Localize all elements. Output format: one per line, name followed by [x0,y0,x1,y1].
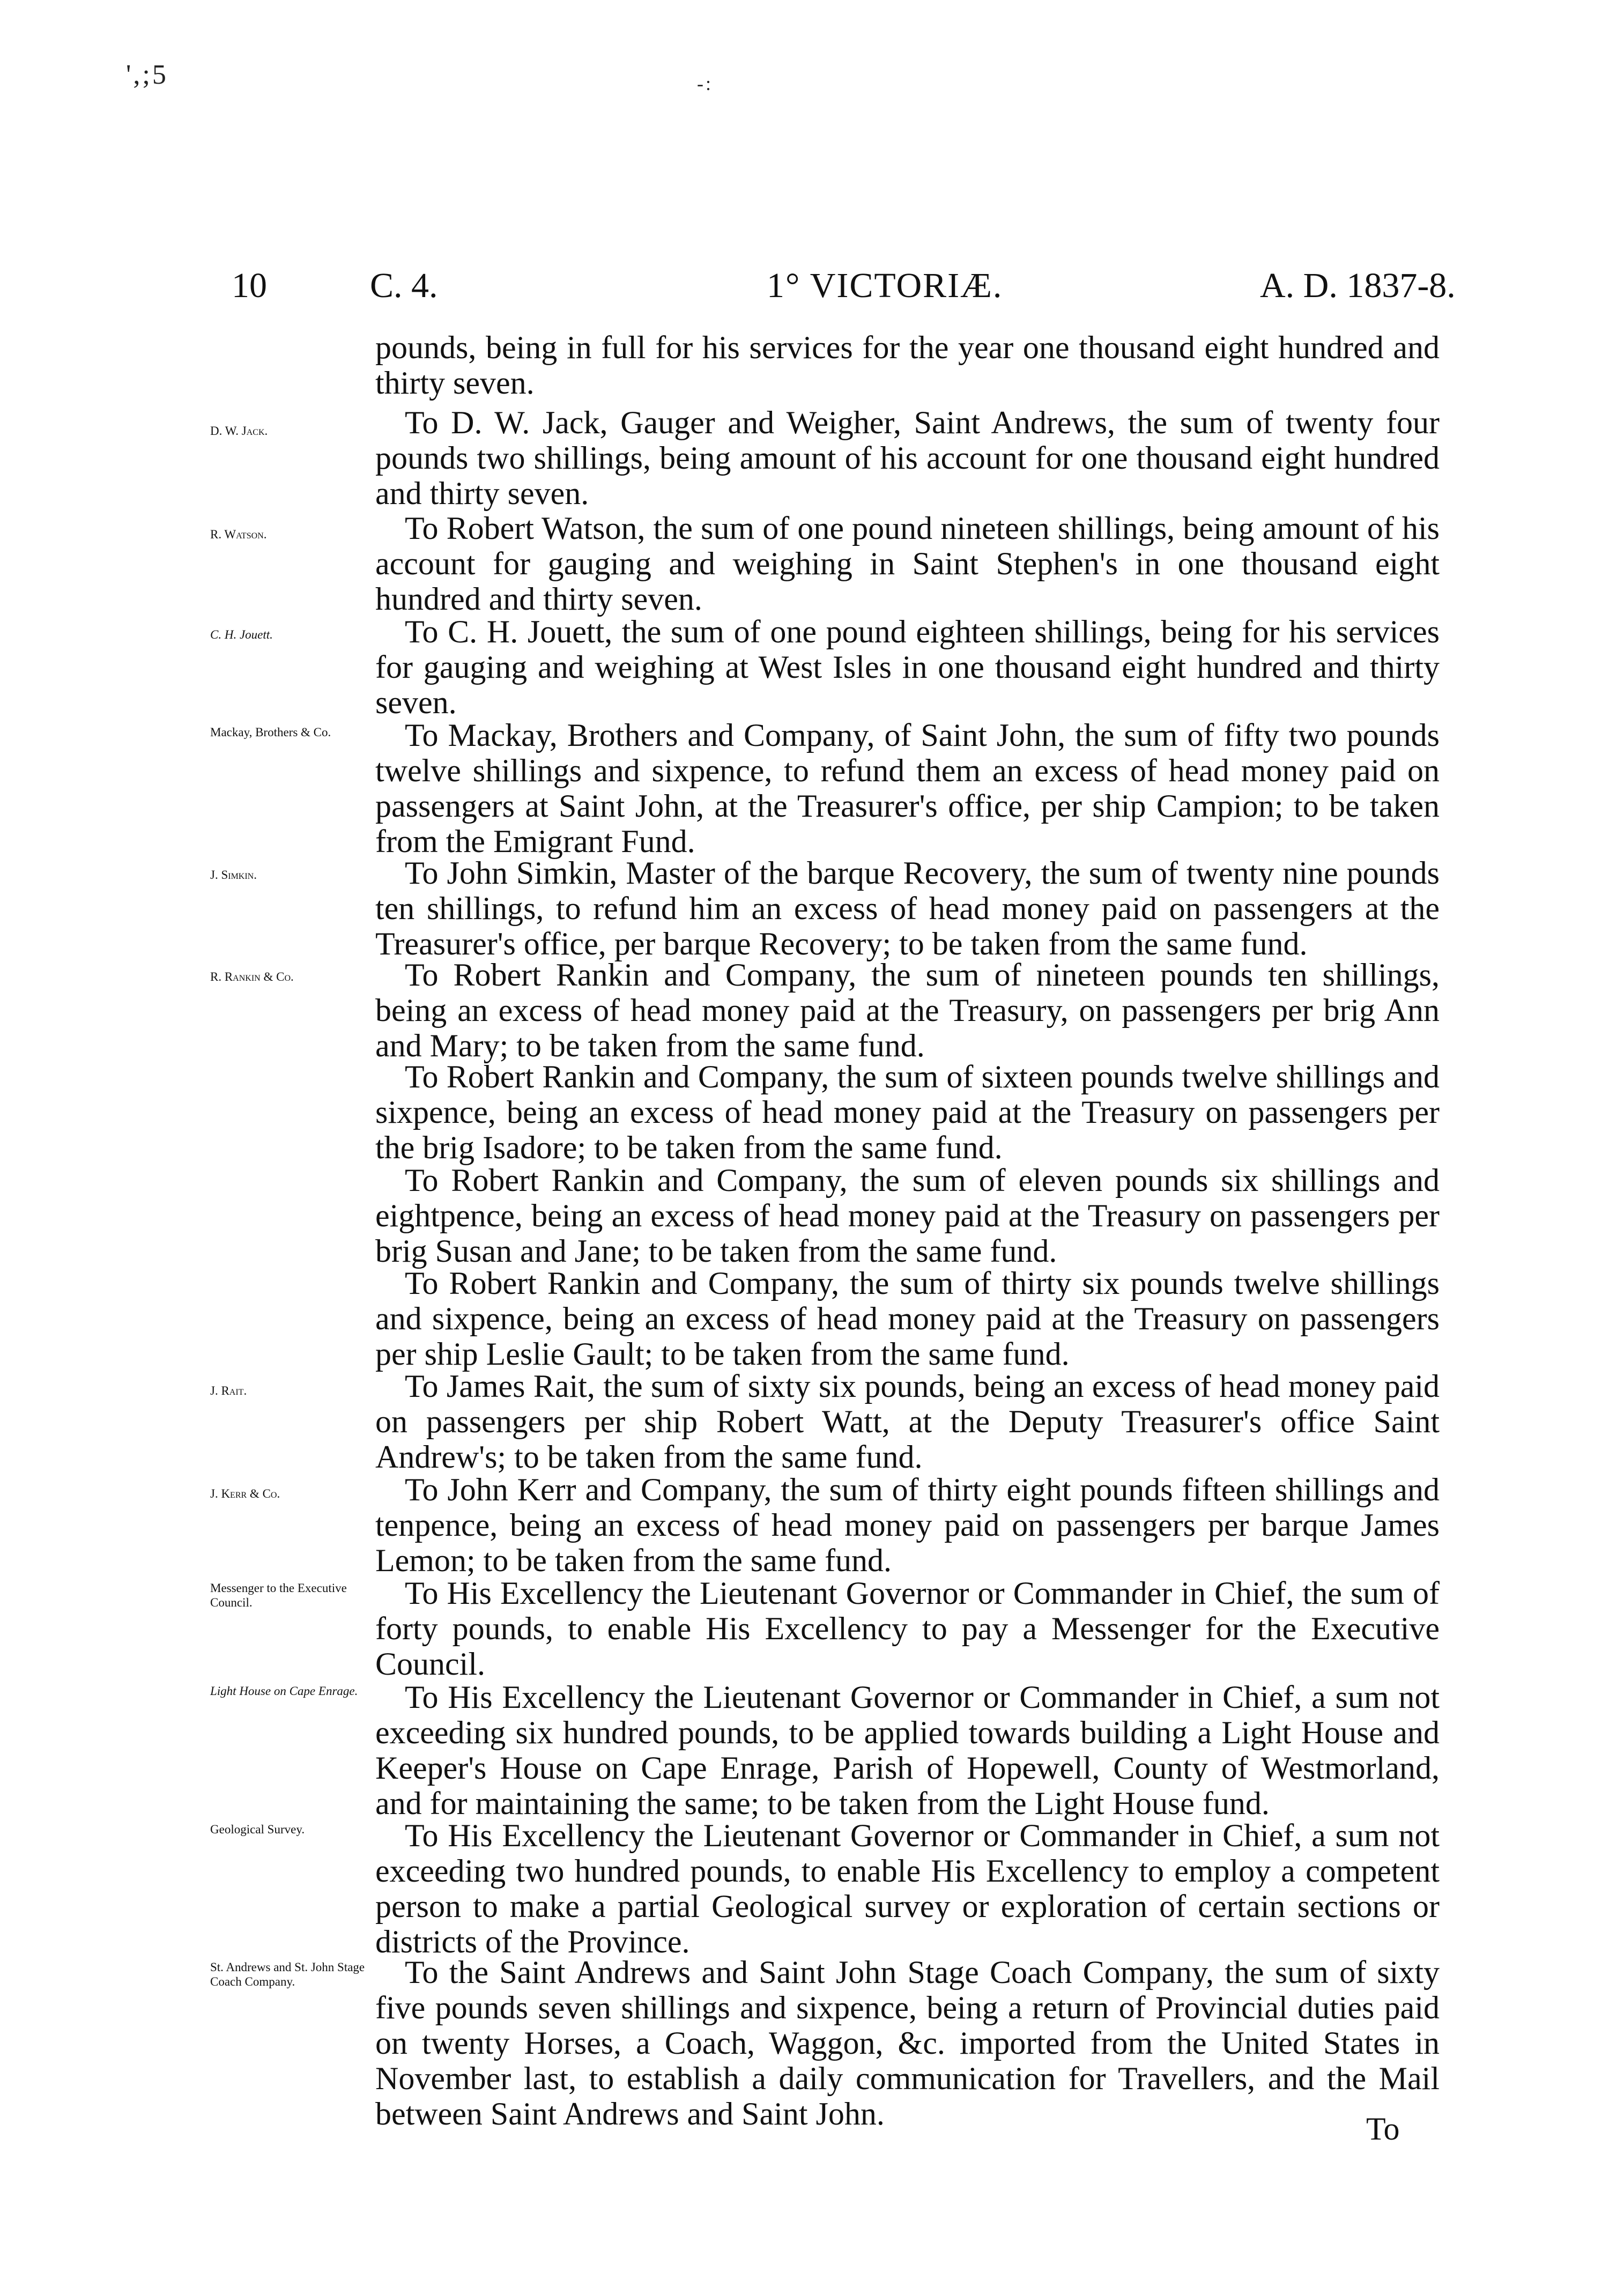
margin-note: Geological Survey. [210,1823,305,1836]
appropriation-text: pounds, being in full for his services for the year one thousand eight hundred and thirty seven. [375,330,1440,401]
margin-note: R. Rankin & Co. [210,970,294,983]
appropriation-text: To Robert Rankin and Company, the sum of nineteen pounds ten shillings, being an excess of head money paid at the Treasury, on passengers per brig Ann and Mary; to be taken from the same fund. [375,957,1440,1063]
page-mark: ',;5 [126,60,168,90]
margin-note: J. Kerr & Co. [210,1487,280,1500]
catchword: To [1366,2111,1400,2147]
appropriation-text: To Robert Rankin and Company, the sum of eleven pounds six shillings and eightpence, being an excess of head money paid at the Treasury on passengers per brig Susan and Jane; to be taken from the same fund. [375,1163,1440,1269]
appropriation-text: To James Rait, the sum of sixty six pounds, being an excess of head money paid on passengers per ship Robert Watt, at the Deputy Treasurer's office Saint Andrew's; to be taken from the same fund. [375,1368,1440,1475]
page-mark: -: [697,73,713,94]
margin-note: R. Watson. [210,528,267,541]
appropriation-text: To the Saint Andrews and Saint John Stage Coach Company, the sum of sixty five pounds seven shillings and sixpence, being a return of Provincial duties paid on twenty Horses, a Coach, Waggon, &c. imported from the United States in November last, to establish a daily communication for Travellers, and the Mail between Saint Andrews and Saint John. [375,1955,1440,2132]
margin-note: Mackay, Brothers & Co. [210,726,331,739]
appropriation-text: To Robert Rankin and Company, the sum of sixteen pounds twelve shillings and sixpence, being an excess of head money paid at the Treasury on passengers per the brig Isadore; to be taken from the same fund. [375,1059,1440,1165]
appropriation-text: To His Excellency the Lieutenant Governor or Commander in Chief, a sum not exceeding six hundred pounds, to be applied towards building a Light House and Keeper's House on Cape Enrage, Parish of Hopewell, County of Westmorland, and for maintaining the same; to be taken from the Light House fund. [375,1679,1440,1821]
margin-note: D. W. Jack. [210,424,268,438]
margin-note: Light House on Cape Enrage. [210,1684,358,1698]
margin-note: St. Andrews and St. John Stage Coach Company. [210,1960,365,1988]
appropriation-text: To C. H. Jouett, the sum of one pound eighteen shillings, being for his services for gauging and weighing at West Isles in one thousand eight hundred and thirty seven. [375,614,1440,720]
margin-note: J. Rait. [210,1384,247,1397]
appropriation-text: To Robert Rankin and Company, the sum of thirty six pounds twelve shillings and sixpence, being an excess of head money paid at the Treasury on passengers per ship Leslie Gault; to be taken from the same fund. [375,1265,1440,1372]
appropriation-text: To D. W. Jack, Gauger and Weigher, Saint Andrews, the sum of twenty four pounds two shillings, being amount of his account for one thousand eight hundred and thirty seven. [375,405,1440,511]
margin-note: Messenger to the Executive Council. [210,1581,347,1609]
year-heading: A. D. 1837-8. [1260,266,1456,305]
running-header [0,265,1624,314]
page-number: 10 [232,266,267,305]
margin-note: C. H. Jouett. [210,628,273,641]
regnal-title: 1° VICTORIÆ. [767,266,1003,305]
appropriation-text: To Robert Watson, the sum of one pound nineteen shillings, being amount of his account for gauging and weighing in Saint Stephen's in one thousand eight hundred and thirty seven. [375,510,1440,617]
chapter-number: C. 4. [370,266,438,305]
appropriation-text: To His Excellency the Lieutenant Governor or Commander in Chief, the sum of forty pounds, to enable His Excellency to pay a Messenger for the Executive Council. [375,1575,1440,1682]
appropriation-text: To His Excellency the Lieutenant Governor or Commander in Chief, a sum not exceeding two hundred pounds, to enable His Excellency to employ a competent person to make a partial Geological survey or exploration of certain sections or districts of the Province. [375,1818,1440,1959]
appropriation-text: To Mackay, Brothers and Company, of Saint John, the sum of fifty two pounds twelve shillings and sixpence, to refund them an excess of head money paid on passengers at Saint John, at the Treasurer's office, per ship Campion; to be taken from the Emigrant Fund. [375,717,1440,859]
appropriation-text: To John Simkin, Master of the barque Recovery, the sum of twenty nine pounds ten shillings, to refund him an excess of head money paid on passengers at the Treasurer's office, per barque Recovery; to be taken from the same fund. [375,855,1440,961]
appropriation-text: To John Kerr and Company, the sum of thirty eight pounds fifteen shillings and tenpence, being an excess of head money paid on passengers per barque James Lemon; to be taken from the same fund. [375,1472,1440,1578]
margin-note: J. Simkin. [210,868,257,882]
